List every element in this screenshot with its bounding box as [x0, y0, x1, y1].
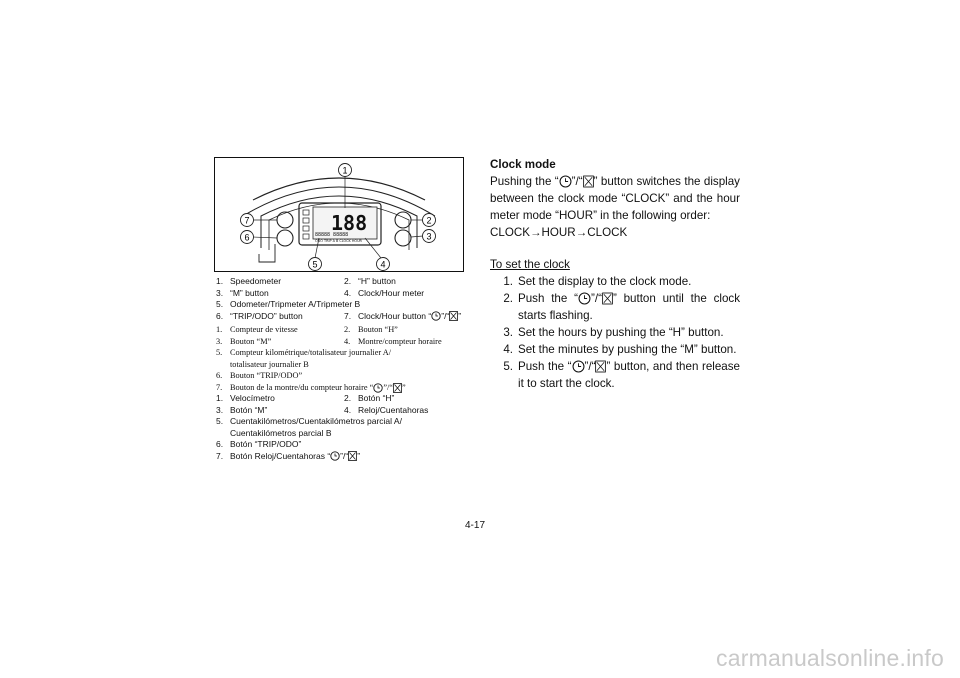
- legend-item-bouton-trip-odo: Bouton “TRIP/ODO”: [230, 371, 303, 381]
- hourglass-icon: [393, 383, 402, 393]
- clock-icon: [559, 175, 572, 188]
- legend-row: 1. Compteur de vitesse 2. Bouton “H”: [216, 325, 398, 334]
- legend-item-m-button: “M” button: [230, 287, 269, 298]
- legend-item-continuation: Cuentakilómetros parcial B: [230, 427, 332, 438]
- legend-item-odometer: Odometer/Tripmeter A/Tripmeter B: [230, 299, 361, 309]
- legend-row: 5. Cuentakilómetros/Cuentakilómetros parcial A/: [216, 416, 402, 426]
- legend-item-boton-reloj: Botón Reloj/Cuentahoras “ ”/“ ”: [230, 450, 361, 461]
- callout-1: [339, 164, 352, 177]
- clock-icon: [572, 360, 585, 373]
- watermark: carmanualsonline.info: [716, 645, 944, 671]
- svg-text:2: 2: [426, 215, 432, 226]
- instrument-panel-drawing: [215, 158, 463, 271]
- legend-item-boton-m: Botón “M”: [230, 404, 268, 415]
- legend-french: [216, 324, 476, 394]
- lcd-odometer-digits: 88888 88888: [315, 232, 349, 238]
- lcd-mode-labels: ODO TRIP A B CLOCK HOUR: [315, 239, 362, 243]
- hourglass-icon: [348, 451, 357, 461]
- callout-4: [377, 258, 390, 271]
- svg-text:4: 4: [380, 259, 386, 270]
- legend-item-boton-h: Botón “H”: [358, 393, 395, 403]
- clock-icon: [578, 292, 591, 305]
- callout-5: [309, 258, 322, 271]
- legend-item-trip-odo-button: “TRIP/ODO” button: [230, 310, 303, 321]
- legend-row: 6. “TRIP/ODO” button 7. Clock/Hour button “ ”/“ ”: [216, 310, 462, 321]
- legend-row: 5. Compteur kilométrique/totalisateur journalier A/: [216, 348, 392, 358]
- svg-text:1: 1: [342, 165, 348, 176]
- legend-row: 6. Bouton “TRIP/ODO”: [216, 371, 303, 381]
- step-item: 1. Set the display to the clock mode.: [503, 275, 692, 288]
- hourglass-icon: [449, 311, 458, 321]
- svg-text:3: 3: [426, 231, 432, 242]
- legend-row: 1. Velocímetro 2. Botón “H”: [216, 393, 395, 403]
- clock-icon: [373, 383, 383, 393]
- callout-2: [423, 214, 436, 227]
- callout-3: [423, 230, 436, 243]
- section-heading: Clock mode: [490, 158, 556, 171]
- legend-item-compteur-kilometrique: Compteur kilométrique/totalisateur journalier A/: [230, 348, 392, 358]
- legend-spanish: [216, 393, 476, 462]
- svg-text:7: 7: [244, 215, 250, 226]
- legend-item-continuation: totalisateur journalier B: [230, 359, 309, 369]
- step-item: 4. Set the minutes by pushing the “M” button.: [503, 343, 737, 356]
- legend-item-montre-compteur: Montre/compteur horaire: [358, 336, 442, 346]
- intro-paragraph: Pushing the “ ”/“ ” button switches the display between the clock mode “CLOCK” and the hour meter mode “HOUR” in the following order:: [490, 175, 740, 222]
- legend-item-h-button: “H” button: [358, 276, 396, 286]
- hourglass-icon: [595, 360, 606, 373]
- hourglass-icon: [583, 175, 594, 188]
- step-item: 3. Set the hours by pushing the “H” button.: [503, 326, 724, 339]
- lcd-speed-digits: 188: [331, 211, 368, 235]
- legend-item-bouton-h: Bouton “H”: [358, 325, 398, 334]
- svg-text:5: 5: [312, 259, 318, 270]
- step-item: 2. Push the “ ”/“ ” button until the clock starts flashing.: [503, 292, 740, 322]
- clock-icon: [431, 311, 441, 321]
- step-item: 5. Push the “ ”/“ ” button, and then release it to start the clock.: [503, 360, 740, 390]
- legend-english: [216, 276, 476, 322]
- legend-item-reloj-cuentahoras: Reloj/Cuentahoras: [358, 404, 429, 415]
- instrument-panel-figure: [214, 157, 464, 272]
- legend-row: 5. Odometer/Tripmeter A/Tripmeter B: [216, 299, 361, 309]
- legend-item-boton-trip-odo: Botón “TRIP/ODO”: [230, 439, 302, 449]
- legend-item-cuentakilometros: Cuentakilómetros/Cuentakilómetros parcial A/: [230, 416, 402, 426]
- legend-row: 7. Bouton de la montre/du compteur horaire “ ”/“ ”: [216, 382, 406, 392]
- legend-row: 3. Botón “M” 4. Reloj/Cuentahoras: [216, 404, 429, 415]
- callout-6: [241, 231, 254, 244]
- svg-text:6: 6: [244, 232, 250, 243]
- steps-list: [490, 273, 740, 392]
- hourglass-icon: [602, 292, 613, 305]
- legend-item-clock-hour-button: Clock/Hour button “ ”/“ ”: [358, 310, 462, 321]
- clock-mode-section: [490, 156, 740, 392]
- legend-row: 1. Speedometer 2. “H” button: [216, 276, 396, 286]
- clock-icon: [330, 451, 340, 461]
- callout-7: [241, 214, 254, 227]
- legend-item-bouton-m: Bouton “M”: [230, 336, 272, 346]
- mode-sequence: CLOCK→HOUR→CLOCK: [490, 226, 628, 239]
- legend-item-velocimetro: Velocímetro: [230, 393, 275, 403]
- legend-row: 7. Botón Reloj/Cuentahoras “ ”/“ ”: [216, 450, 361, 461]
- legend-row: 6. Botón “TRIP/ODO”: [216, 439, 302, 449]
- subsection-heading: To set the clock: [490, 258, 570, 271]
- legend-item-compteur-vitesse: Compteur de vitesse: [230, 325, 298, 334]
- legend-item-bouton-montre: Bouton de la montre/du compteur horaire “ ”/“ ”: [230, 382, 406, 392]
- legend-row: 3. Bouton “M” 4. Montre/compteur horaire: [216, 336, 442, 346]
- page-number: 4-17: [465, 520, 486, 531]
- legend-item-speedometer: Speedometer: [230, 276, 282, 286]
- legend-item-clock-hour-meter: Clock/Hour meter: [358, 287, 425, 298]
- legend-row: 3. “M” button 4. Clock/Hour meter: [216, 287, 425, 298]
